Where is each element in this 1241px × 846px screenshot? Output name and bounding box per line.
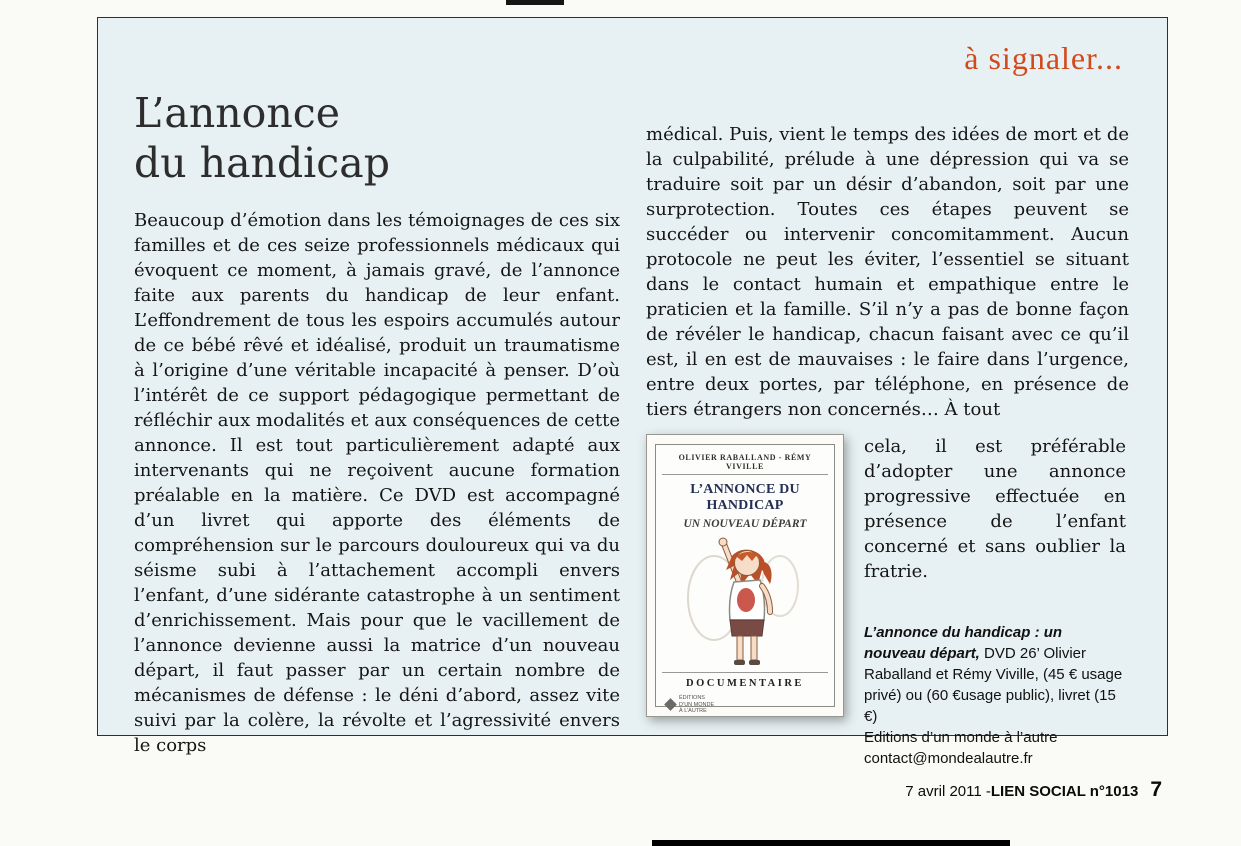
article-columns	[134, 82, 1129, 769]
dvd-subtitle: UN NOUVEAU DÉPART	[683, 518, 807, 530]
dvd-authors: OLIVIER RABALLAND - RÉMY VIVILLE	[662, 453, 828, 475]
girl-illustration	[684, 532, 806, 670]
scan-artifact-bottom	[652, 840, 1010, 846]
scan-artifact-top	[506, 0, 564, 5]
beside-cover	[864, 434, 1126, 769]
publisher-logo-icon	[664, 698, 677, 711]
article-title	[134, 88, 620, 188]
page-number: 7	[1150, 778, 1162, 801]
scanned-page	[97, 17, 1168, 767]
title-line-1: L’annonce	[134, 89, 341, 137]
caption-lead: L’annonce du handicap : un nouveau départ,	[864, 624, 1063, 662]
footer-date: 7 avril 2011 -	[905, 783, 991, 800]
page-footer	[905, 778, 1162, 802]
title-line-2: du handicap	[134, 139, 390, 187]
article-body-right: médical. Puis, vient le temps des idées de mort et de la culpabilité, prélude à une dépression qui va se traduire soit par un désir d’abandon, soit par une surprotection. Toutes ces étapes peuvent se succéder ou intervenir concomitamment. Aucun protocole ne peut les éviter, l’essentiel se situant dans le contact humain et empathique entre le praticien et la famille. S’il n’y a pas de bonne façon de révéler le handicap, chacun faisant avec ce qu’il est, il en est de mauvaises : le faire dans l’urgence, entre deux portes, par téléphone, en présence de tiers étrangers non concernés… À tout	[646, 124, 1129, 420]
dvd-cover	[646, 434, 844, 717]
dvd-caption	[864, 622, 1126, 769]
publisher-logo-text: ÉDITIONS D’UN MONDE À L’AUTRE	[679, 695, 715, 714]
media-row	[646, 434, 1129, 769]
caption-publisher: Editions d’un monde à l’autre	[864, 729, 1058, 746]
dvd-title: L’ANNONCE DU HANDICAP	[690, 482, 800, 513]
caption-contact: contact@mondealautre.fr	[864, 750, 1033, 767]
section-badge: à signaler...	[964, 40, 1123, 76]
dvd-cover-frame	[655, 444, 835, 714]
article-body-left: Beaucoup d’émotion dans les témoignages de ces six familles et de ces seize professionnels médicaux qui évoquent ce moment, à jamais gravé, de l’annonce faite aux parents du handicap de leur enfant. L’effondrement de tous les espoirs accumulés autour de ce bébé rêvé et idéalisé, produit un traumatisme à l’origine d’une véritable incapacité à penser. D’où l’intérêt de ce support pédagogique permettant de réfléchir aux modalités et aux conséquences de cette annonce. Il est tout particulièrement adapté aux intervenants qui ne reçoivent aucune formation préalable en la matière. Ce DVD est accompagné d’un livret qui apporte des éléments de compréhension sur le parcours douloureux qui va du séisme subi à l’attachement accompli envers l’enfant, d’une sidérante catastrophe à un sentiment d’enrichissement. Mais pour que le vacillement de l’annonce devienne aussi la matrice d’un nouveau départ, il faut passer par un certain nombre de mécanismes de défense : le déni d’abord, assez vite suivi par la colère, la révolte et l’agressivité envers le corps	[134, 210, 620, 756]
left-column	[134, 82, 620, 769]
right-column	[646, 82, 1129, 769]
caption-rest: DVD 26’ Olivier Raballand et Rémy Viville, (45 € usage privé) ou (60 €usage public), livret (15 €)	[864, 645, 1123, 725]
dvd-publisher-logo	[662, 695, 828, 715]
footer-journal: LIEN SOCIAL n°1013	[990, 783, 1139, 800]
article-body-wrap: cela, il est préférable d’adopter une annonce progressive effectuée en présence de l’enfant concerné et sans oublier la fratrie.	[864, 436, 1126, 582]
dvd-genre: DOCUMENTAIRE	[662, 672, 828, 689]
